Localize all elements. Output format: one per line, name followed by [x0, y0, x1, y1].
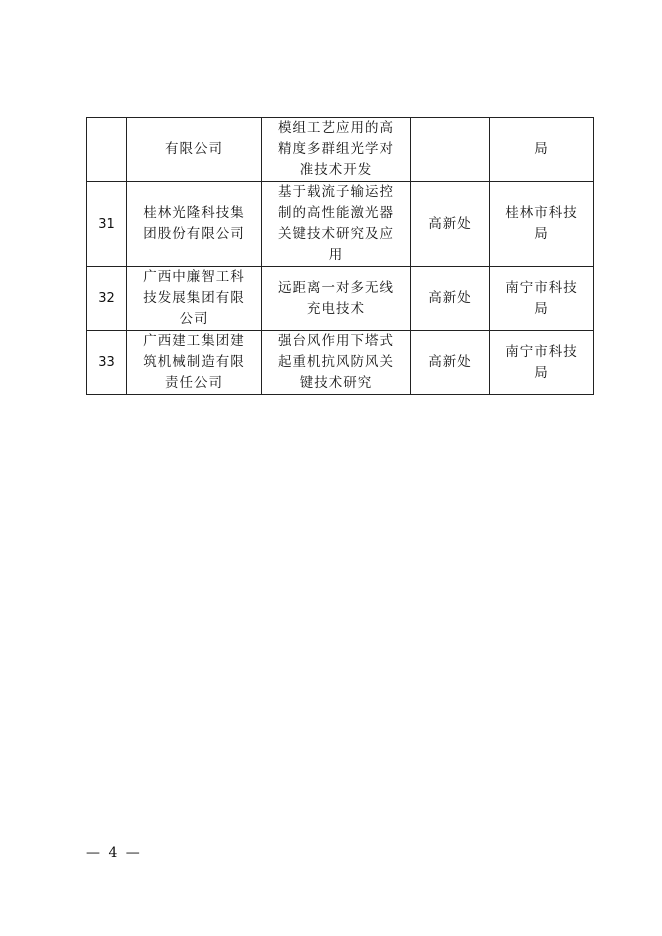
cell-project-line: 强台风作用下塔式 [278, 333, 394, 349]
table-body [87, 118, 594, 395]
cell-project [262, 331, 411, 395]
cell-project-line: 充电技术 [307, 300, 365, 317]
cell-project-line: 精度多群组光学对 [278, 141, 394, 157]
cell-project [262, 267, 411, 331]
cell-bureau-line: 南宁市科技 [505, 343, 578, 360]
cell-number: 32 [87, 267, 127, 331]
project-table [86, 117, 594, 395]
cell-company-line: 责任公司 [165, 375, 223, 391]
cell-number: 31 [87, 182, 127, 267]
cell-bureau [490, 267, 594, 331]
cell-project [262, 118, 411, 182]
cell-bureau-line: 局 [534, 364, 549, 381]
cell-company-line: 有限公司 [165, 141, 223, 157]
cell-company-line: 广西中廉智工科 [143, 269, 245, 285]
cell-company-line: 公司 [179, 311, 209, 327]
cell-project-line: 起重机抗风防风关 [278, 354, 394, 370]
cell-company-line: 筑机械制造有限 [143, 354, 245, 370]
cell-number: 33 [87, 331, 127, 395]
cell-company-line: 广西建工集团建 [143, 333, 245, 349]
cell-bureau-line: 局 [534, 141, 549, 157]
cell-department-line: 高新处 [428, 215, 472, 232]
cell-project-line: 制的高性能激光器 [278, 205, 394, 221]
cell-department [411, 331, 490, 395]
cell-department-line: 高新处 [428, 354, 472, 370]
cell-bureau-line: 局 [534, 300, 549, 317]
cell-number [87, 118, 127, 182]
cell-department [411, 118, 490, 182]
cell-department-line: 高新处 [428, 290, 472, 306]
cell-project-line: 键技术研究 [299, 375, 373, 391]
cell-company-line: 桂林光隆科技集 [143, 205, 245, 221]
cell-project-line: 远距离一对多无线 [278, 279, 394, 296]
cell-department [411, 182, 490, 267]
cell-company-line: 技发展集团有限 [143, 290, 245, 306]
cell-project-line: 模组工艺应用的高 [278, 120, 394, 136]
cell-bureau [490, 331, 594, 395]
page-number: — 4 — [86, 845, 142, 861]
cell-bureau [490, 182, 594, 267]
cell-bureau-line: 桂林市科技 [505, 205, 578, 221]
table-row [87, 267, 594, 331]
cell-project [262, 182, 411, 267]
cell-company [127, 182, 262, 267]
table-row [87, 182, 594, 267]
cell-company [127, 267, 262, 331]
cell-project-line: 准技术开发 [299, 162, 373, 178]
cell-company-line: 团股份有限公司 [143, 226, 245, 242]
cell-bureau [490, 118, 594, 182]
cell-project-line: 关键技术研究及应 [278, 226, 394, 242]
cell-bureau-line: 南宁市科技 [505, 279, 578, 296]
table-row [87, 118, 594, 182]
cell-project-line: 用 [328, 247, 344, 263]
cell-company [127, 331, 262, 395]
cell-company [127, 118, 262, 182]
cell-bureau-line: 局 [534, 226, 549, 242]
cell-project-line: 基于载流子输运控 [278, 184, 394, 200]
table-row [87, 331, 594, 395]
cell-department [411, 267, 490, 331]
